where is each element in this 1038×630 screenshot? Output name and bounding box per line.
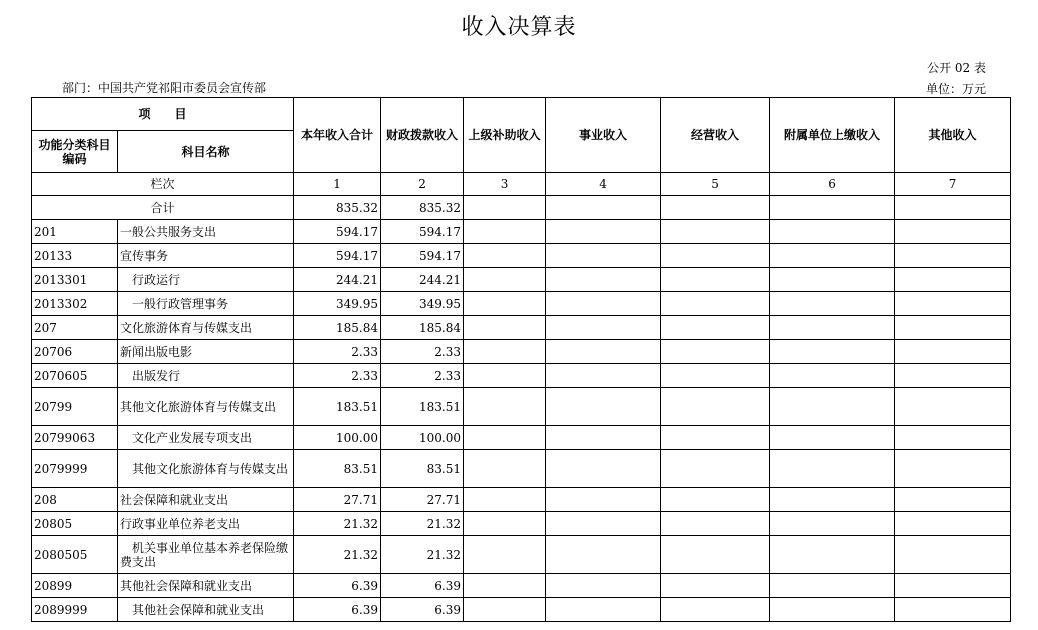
row-subject-name: 其他文化旅游体育与传媒支出 bbox=[118, 388, 294, 426]
row-value bbox=[770, 220, 895, 244]
row-value: 21.32 bbox=[381, 536, 464, 574]
row-value bbox=[895, 598, 1011, 622]
row-value: 349.95 bbox=[294, 292, 381, 316]
total-value bbox=[661, 196, 770, 220]
row-value: 100.00 bbox=[294, 426, 381, 450]
row-value bbox=[546, 488, 661, 512]
row-code: 207 bbox=[32, 316, 118, 340]
row-value bbox=[546, 598, 661, 622]
row-value bbox=[895, 512, 1011, 536]
row-value bbox=[895, 426, 1011, 450]
index-number: 6 bbox=[770, 173, 895, 196]
total-value bbox=[770, 196, 895, 220]
row-value bbox=[661, 450, 770, 488]
index-number: 7 bbox=[895, 173, 1011, 196]
row-subject-name: 文化产业发展专项支出 bbox=[118, 426, 294, 450]
row-value bbox=[464, 316, 546, 340]
table-row bbox=[32, 488, 1011, 512]
index-number: 3 bbox=[464, 173, 546, 196]
row-value bbox=[770, 316, 895, 340]
row-code: 20133 bbox=[32, 244, 118, 268]
row-value: 83.51 bbox=[294, 450, 381, 488]
row-value bbox=[464, 388, 546, 426]
total-value: 835.32 bbox=[381, 196, 464, 220]
code-header: 功能分类科目编码 bbox=[32, 131, 118, 173]
table-row bbox=[32, 388, 1011, 426]
page-title: 收入决算表 bbox=[461, 15, 577, 40]
column-header: 财政拨款收入 bbox=[381, 98, 464, 173]
row-value: 21.32 bbox=[294, 512, 381, 536]
row-value bbox=[464, 426, 546, 450]
row-value bbox=[464, 244, 546, 268]
row-value bbox=[546, 316, 661, 340]
row-value bbox=[770, 388, 895, 426]
row-value bbox=[661, 488, 770, 512]
row-value: 83.51 bbox=[381, 450, 464, 488]
row-value bbox=[661, 220, 770, 244]
row-value bbox=[661, 574, 770, 598]
row-value bbox=[661, 536, 770, 574]
header-row-1 bbox=[32, 98, 1011, 131]
index-number: 2 bbox=[381, 173, 464, 196]
row-value bbox=[661, 598, 770, 622]
table-row bbox=[32, 426, 1011, 450]
row-value bbox=[770, 574, 895, 598]
row-value bbox=[464, 598, 546, 622]
row-value bbox=[546, 220, 661, 244]
row-value bbox=[546, 244, 661, 268]
row-value bbox=[546, 292, 661, 316]
row-value bbox=[895, 450, 1011, 488]
row-value bbox=[464, 268, 546, 292]
row-value bbox=[546, 426, 661, 450]
department-label: 部门：中国共产党祁阳市委员会宣传部 bbox=[62, 81, 267, 95]
row-subject-name: 行政运行 bbox=[118, 268, 294, 292]
row-value bbox=[895, 316, 1011, 340]
index-number: 5 bbox=[661, 173, 770, 196]
index-label: 栏次 bbox=[32, 173, 294, 196]
table-row bbox=[32, 574, 1011, 598]
row-value: 100.00 bbox=[381, 426, 464, 450]
row-subject-name: 出版发行 bbox=[118, 364, 294, 388]
row-value bbox=[464, 292, 546, 316]
row-code: 2079999 bbox=[32, 450, 118, 488]
row-value bbox=[770, 450, 895, 488]
table-row bbox=[32, 292, 1011, 316]
row-value bbox=[770, 340, 895, 364]
row-value bbox=[661, 244, 770, 268]
row-value bbox=[661, 426, 770, 450]
row-value: 594.17 bbox=[294, 220, 381, 244]
table-row bbox=[32, 244, 1011, 268]
row-value bbox=[895, 488, 1011, 512]
table-row bbox=[32, 220, 1011, 244]
row-subject-name: 其他社会保障和就业支出 bbox=[118, 574, 294, 598]
row-code: 208 bbox=[32, 488, 118, 512]
row-value bbox=[661, 268, 770, 292]
row-value: 2.33 bbox=[294, 364, 381, 388]
row-value: 244.21 bbox=[381, 268, 464, 292]
row-code: 201 bbox=[32, 220, 118, 244]
row-value: 21.32 bbox=[294, 536, 381, 574]
row-value bbox=[895, 244, 1011, 268]
row-subject-name: 一般公共服务支出 bbox=[118, 220, 294, 244]
table-row bbox=[32, 512, 1011, 536]
row-value bbox=[895, 268, 1011, 292]
row-value bbox=[661, 340, 770, 364]
row-value bbox=[770, 488, 895, 512]
total-row bbox=[32, 196, 1011, 220]
row-code: 20799063 bbox=[32, 426, 118, 450]
row-value bbox=[661, 388, 770, 426]
index-number: 4 bbox=[546, 173, 661, 196]
row-value: 349.95 bbox=[381, 292, 464, 316]
row-code: 2013302 bbox=[32, 292, 118, 316]
row-value bbox=[770, 512, 895, 536]
subject-name-header: 科目名称 bbox=[118, 131, 294, 173]
row-value bbox=[661, 316, 770, 340]
row-code: 2013301 bbox=[32, 268, 118, 292]
row-value bbox=[546, 268, 661, 292]
row-value: 2.33 bbox=[294, 340, 381, 364]
row-value bbox=[770, 268, 895, 292]
table-row bbox=[32, 340, 1011, 364]
row-subject-name: 机关事业单位基本养老保险缴费支出 bbox=[118, 536, 294, 574]
row-value bbox=[546, 574, 661, 598]
column-header: 本年收入合计 bbox=[294, 98, 381, 173]
row-value: 27.71 bbox=[381, 488, 464, 512]
row-value: 6.39 bbox=[381, 598, 464, 622]
row-subject-name: 行政事业单位养老支出 bbox=[118, 512, 294, 536]
unit-label: 单位：万元 bbox=[925, 82, 986, 96]
row-value bbox=[661, 292, 770, 316]
row-value bbox=[464, 512, 546, 536]
row-code: 2080505 bbox=[32, 536, 118, 574]
row-value: 6.39 bbox=[294, 574, 381, 598]
row-value: 594.17 bbox=[381, 220, 464, 244]
table-row bbox=[32, 364, 1011, 388]
row-value bbox=[546, 340, 661, 364]
row-value bbox=[464, 450, 546, 488]
table-row bbox=[32, 316, 1011, 340]
total-label: 合计 bbox=[32, 196, 294, 220]
row-subject-name: 其他文化旅游体育与传媒支出 bbox=[118, 450, 294, 488]
revenue-table bbox=[31, 97, 1011, 622]
column-header: 其他收入 bbox=[895, 98, 1011, 173]
row-value bbox=[464, 364, 546, 388]
row-value bbox=[546, 388, 661, 426]
row-value bbox=[770, 598, 895, 622]
row-value: 2.33 bbox=[381, 364, 464, 388]
row-value: 6.39 bbox=[381, 574, 464, 598]
total-value bbox=[895, 196, 1011, 220]
row-value bbox=[464, 340, 546, 364]
row-value: 27.71 bbox=[294, 488, 381, 512]
column-header: 经营收入 bbox=[661, 98, 770, 173]
column-header: 附属单位上缴收入 bbox=[770, 98, 895, 173]
row-value: 2.33 bbox=[381, 340, 464, 364]
total-value: 835.32 bbox=[294, 196, 381, 220]
row-value bbox=[895, 574, 1011, 598]
row-value bbox=[895, 340, 1011, 364]
row-subject-name: 文化旅游体育与传媒支出 bbox=[118, 316, 294, 340]
row-code: 20899 bbox=[32, 574, 118, 598]
row-value bbox=[464, 536, 546, 574]
row-code: 20805 bbox=[32, 512, 118, 536]
row-value: 21.32 bbox=[381, 512, 464, 536]
row-value bbox=[546, 512, 661, 536]
project-header: 项 目 bbox=[32, 98, 294, 131]
row-value bbox=[895, 220, 1011, 244]
row-value: 594.17 bbox=[381, 244, 464, 268]
index-row bbox=[32, 173, 1011, 196]
column-header: 上级补助收入 bbox=[464, 98, 546, 173]
table-row bbox=[32, 268, 1011, 292]
row-subject-name: 社会保障和就业支出 bbox=[118, 488, 294, 512]
row-subject-name: 宣传事务 bbox=[118, 244, 294, 268]
row-value bbox=[546, 536, 661, 574]
row-code: 2089999 bbox=[32, 598, 118, 622]
row-subject-name: 其他社会保障和就业支出 bbox=[118, 598, 294, 622]
row-subject-name: 一般行政管理事务 bbox=[118, 292, 294, 316]
row-value bbox=[770, 426, 895, 450]
row-value: 244.21 bbox=[294, 268, 381, 292]
table-row bbox=[32, 536, 1011, 574]
row-value bbox=[464, 220, 546, 244]
table-number: 公开 02 表 bbox=[927, 61, 986, 75]
row-value bbox=[661, 364, 770, 388]
total-value bbox=[464, 196, 546, 220]
row-value bbox=[464, 574, 546, 598]
column-header: 事业收入 bbox=[546, 98, 661, 173]
row-value bbox=[895, 292, 1011, 316]
row-value bbox=[770, 364, 895, 388]
row-value: 594.17 bbox=[294, 244, 381, 268]
row-value bbox=[895, 388, 1011, 426]
row-value: 183.51 bbox=[381, 388, 464, 426]
row-value bbox=[464, 488, 546, 512]
row-subject-name: 新闻出版电影 bbox=[118, 340, 294, 364]
row-value: 183.51 bbox=[294, 388, 381, 426]
row-value bbox=[770, 244, 895, 268]
row-value: 185.84 bbox=[294, 316, 381, 340]
index-number: 1 bbox=[294, 173, 381, 196]
table-row bbox=[32, 450, 1011, 488]
total-value bbox=[546, 196, 661, 220]
row-value bbox=[770, 536, 895, 574]
row-value bbox=[546, 364, 661, 388]
row-value bbox=[770, 292, 895, 316]
row-value bbox=[895, 364, 1011, 388]
row-value: 6.39 bbox=[294, 598, 381, 622]
row-value bbox=[661, 512, 770, 536]
table-row bbox=[32, 598, 1011, 622]
row-code: 20706 bbox=[32, 340, 118, 364]
row-value bbox=[546, 450, 661, 488]
row-value: 185.84 bbox=[381, 316, 464, 340]
row-value bbox=[895, 536, 1011, 574]
row-code: 20799 bbox=[32, 388, 118, 426]
row-code: 2070605 bbox=[32, 364, 118, 388]
